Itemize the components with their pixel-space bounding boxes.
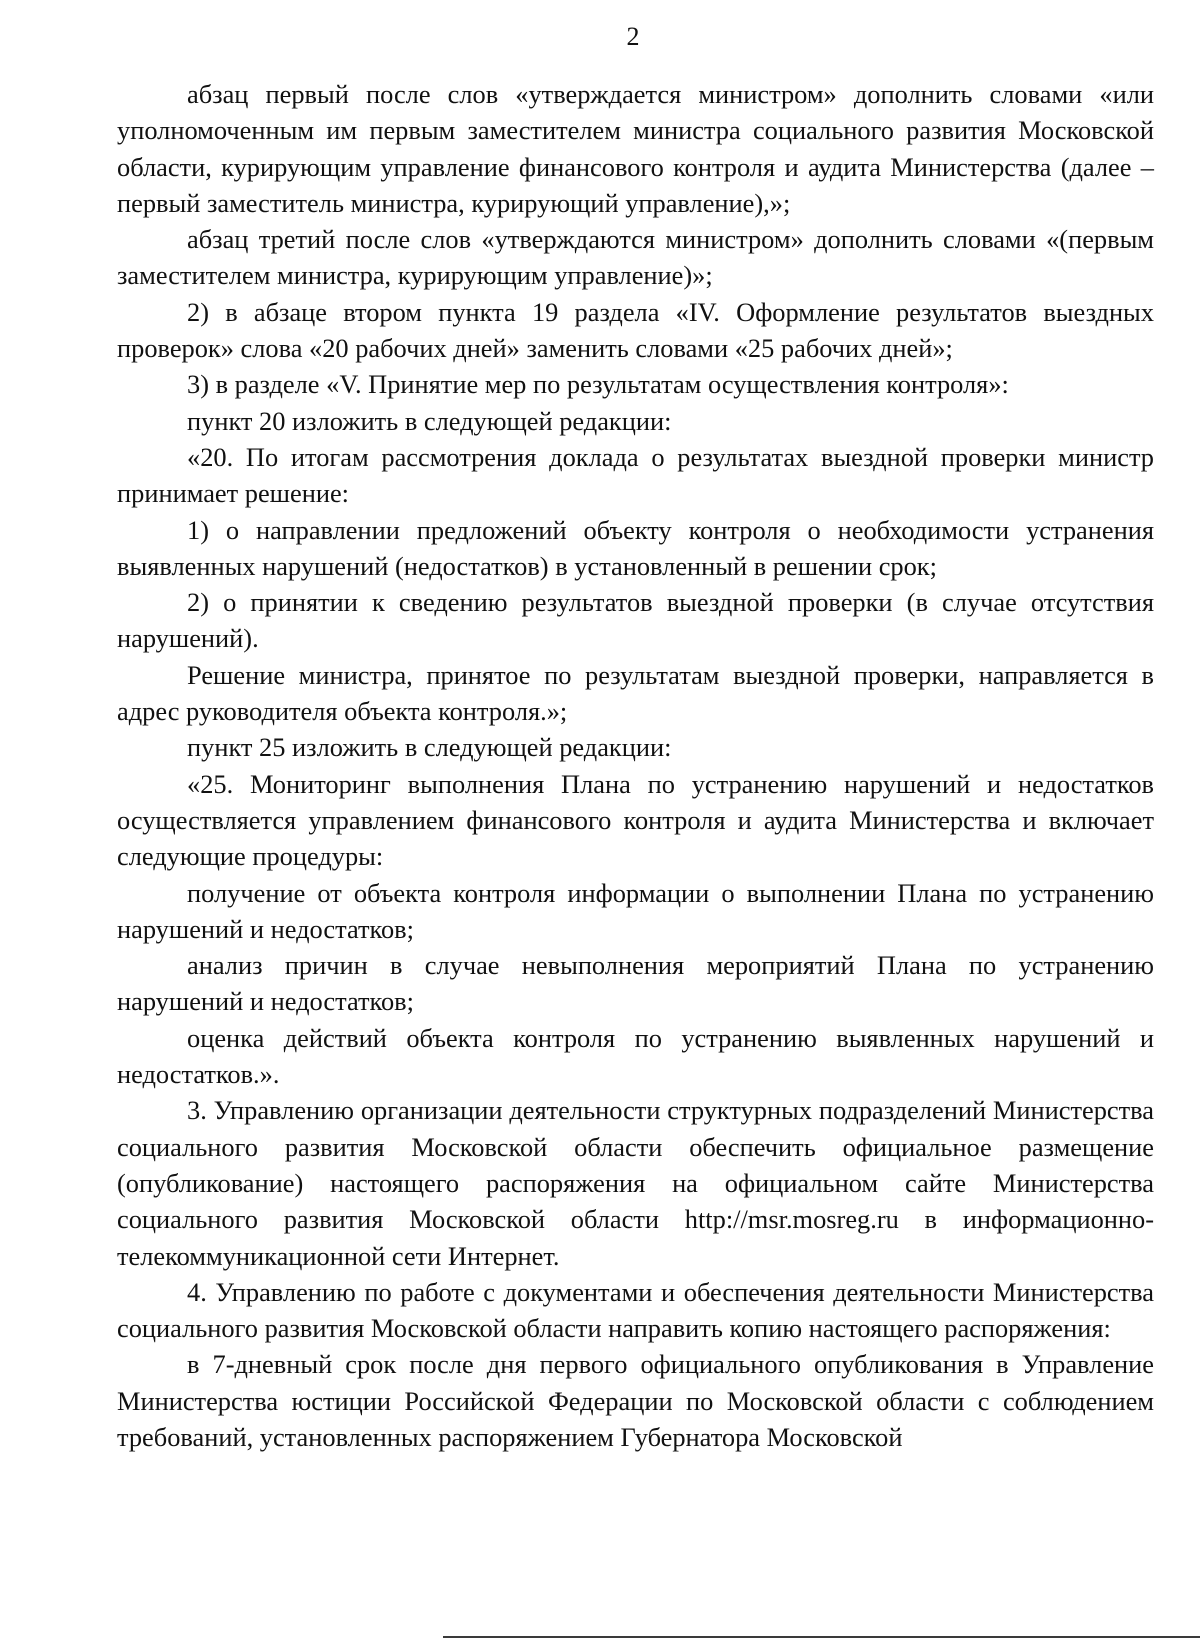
paragraph: 1) о направлении предложений объекту контроля о необходимости устранения выявленных нарушений (недостатков) в установленный в решении срок; [117,514,1154,581]
paragraph: 2) о принятии к сведению результатов выездной проверки (в случае отсутствия нарушений). [117,587,1154,654]
paragraph: 4. Управлению по работе с документами и обеспечения деятельности Министерства социального развития Московской области направить копию настоящего распоряжения: [117,1276,1154,1344]
paragraph: абзац первый после слов «утверждается министром» дополнить словами «или уполномоченным им первым заместителем министра социального развития Московской области, курирующим управление финансового контроля и аудита Министерства (далее – первый заместитель министра, курирующий управление),»; [117,79,1154,218]
paragraph: «25. Мониторинг выполнения Плана по устранению нарушений и недостатков осуществляется управлением финансового контроля и аудита Министерства и включает следующие процедуры: [117,768,1154,872]
paragraph: 2) в абзаце втором пункта 19 раздела «IV. Оформление результатов выездных проверок» слова «20 рабочих дней» заменить словами «25 рабочих дней»; [117,296,1154,364]
document-body [117,76,1154,1455]
paragraph: анализ причин в случае невыполнения мероприятий Плана по устранению нарушений и недостатков; [117,950,1154,1017]
paragraph: 3. Управлению организации деятельности структурных подразделений Министерства социального развития Московской области обеспечить официальное размещение (опубликование) настоящего распоряжения на официальном сайте Министерства социального развития Московской области http://msr.mosreg.ru в информационно-телекоммуникационной сети Интернет. [117,1095,1154,1271]
paragraph: пункт 25 изложить в следующей редакции: [187,732,672,763]
paragraph: оценка действий объекта контроля по устранению выявленных нарушений и недостатков.». [117,1022,1154,1090]
paragraph: пункт 20 изложить в следующей редакции: [187,405,672,436]
paragraph: в 7-дневный срок после дня первого официального опубликования в Управление Министерства юстиции Российской Федерации по Московской области с соблюдением требований, установленных распоряжением Губернатора Московской [117,1349,1154,1452]
paragraph: 3) в разделе «V. Принятие мер по результатам осуществления контроля»: [187,369,1009,400]
paragraph: «20. По итогам рассмотрения доклада о результатах выездной проверки министр принимает решение: [117,441,1154,509]
page-number: 2 [626,22,640,51]
paragraph: получение от объекта контроля информации о выполнении Плана по устранению нарушений и недостатков; [117,877,1154,944]
paragraph: абзац третий после слов «утверждаются министром» дополнить словами «(первым заместителем министра, курирующим управление)»; [117,224,1154,291]
paragraph: Решение министра, принятое по результатам выездной проверки, направляется в адрес руководителя объекта контроля.»; [117,659,1154,727]
bottom-divider [443,1636,1200,1638]
